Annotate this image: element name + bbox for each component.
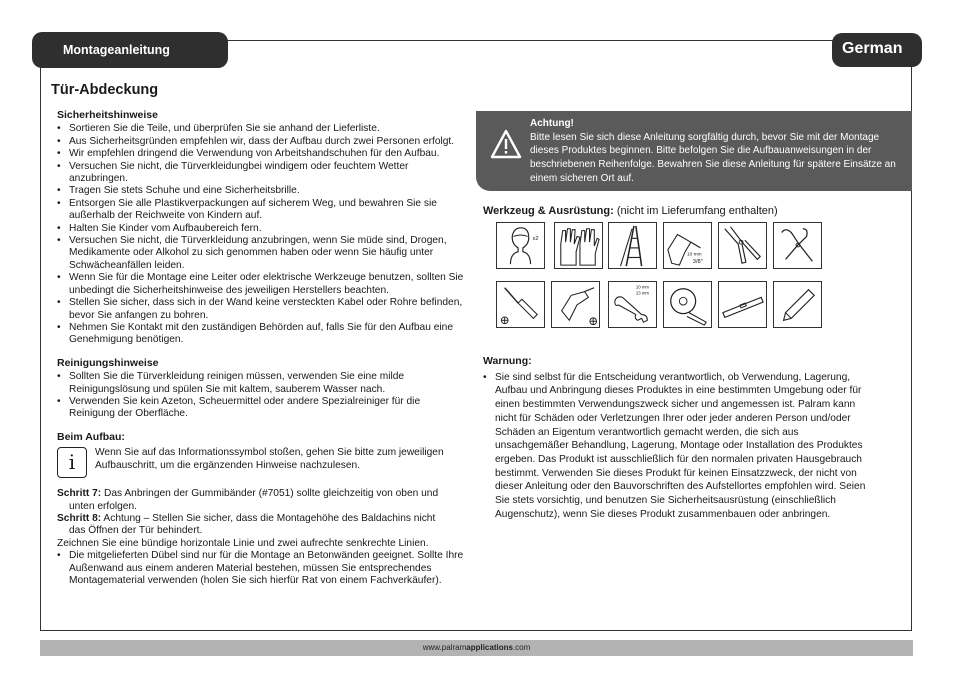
caution-text: Bitte lesen Sie sich diese Anleitung sorgfältig durch, bevor Sie mit der Montage dieses Produktes beginnen. Bitte befolgen Sie die Aufbauanweisungen in der beschriebenen Reihenfolge. Bewahren Sie diese Anleitung für spätere Einsätze an einem sicheren Ort auf. <box>530 131 896 184</box>
tools-heading <box>483 205 778 217</box>
footer <box>40 640 913 656</box>
list-item: • Die mitgelieferten Dübel sind nur für die Montage an Betonwänden geeignet. Sollte Ihre Außenwand aus einem anderen Material bestehen, müssen Sie entsprechendes Montagematerial verwenden (holen Sie sich hierfür Rat von einem Fachverkäufer). <box>57 550 467 587</box>
wrench-size-2: 13 mm <box>635 290 649 296</box>
list-item: • Nehmen Sie Kontakt mit den zuständigen Behörden auf, falls Sie für den Aufbau eine Genehmigung benötigen. <box>57 322 467 347</box>
warning-heading: Warnung: <box>483 355 532 367</box>
step-7-label: Schritt 7: <box>57 488 102 500</box>
person-icon <box>497 223 544 268</box>
footer-suffix: .com <box>512 643 531 652</box>
page-title: Tür-Abdeckung <box>51 82 159 98</box>
tool-person <box>496 222 545 269</box>
tool-pliers <box>718 222 767 269</box>
wrench-icon <box>609 282 656 327</box>
cleaning-list <box>57 371 467 421</box>
list-item: • Sie sind selbst für die Entscheidung verantwortlich, ob Verwendung, Lagerung, Aufbau und Anbringung dieses Produktes in eine bestimmten Umgebung oder für einen bestimmten Verwendungszweck sicher und angemessen ist. Palram kann nicht für Schäden oder Verletzungen Ihrer oder jeder anderen Person und/oder Schäden an Eigentum verantwortlich gemacht werden, die sich aus unsachgemäßer Behandlung, Lagerung, Montage oder Installation des Produktes ergeben. Das Produkt ist ausschließlich für den normalen privaten Hausgebrauch bestimmt. Verwenden Sie dieses Produkt für keinen Einsatzzweck, der nicht von dieser Anleitung oder den Bauvorschriften des Aufstellortes empfohlen wird. Seien Sie stets vorsichtig, und benutzen Sie Sicherheitsausrüstung (einschließlich Augenschutz), wenn Sie dieses Produkt zusammenbauen oder anbringen. <box>483 371 873 522</box>
warning-triangle-icon <box>490 129 522 159</box>
step-8-text: Achtung – Stellen Sie sicher, dass die Montagehöhe des Baldachins nicht <box>101 512 436 524</box>
tape-measure-icon <box>664 282 711 327</box>
list-item: • Versuchen Sie nicht, die Türverkleidung anzubringen, wenn Sie müde sind, Drogen, Medikamente oder Alkohol zu sich genommen haben oder wenn Sie häufig unter Schwächeanfällen leiden. <box>57 235 467 272</box>
list-item: • Aus Sicherheitsgründen empfehlen wir, dass der Aufbau durch zwei Personen erfolgt. <box>57 136 467 148</box>
line-instruction: Zeichnen Sie eine bündige horizontale Linie und zwei aufrechte senkrechte Linien. <box>57 537 429 549</box>
drill-bit-fraction: 3/8" <box>692 259 703 266</box>
footer-prefix: www.palram <box>422 643 467 652</box>
gloves-icon <box>555 223 602 268</box>
warning-section <box>483 355 873 531</box>
footer-bold: applications <box>466 643 513 652</box>
caution-title: Achtung! <box>530 118 574 129</box>
info-note <box>57 447 467 481</box>
list-item: • Sortieren Sie die Teile, und überprüfen Sie sie anhand der Lieferliste. <box>57 123 467 135</box>
pliers-icon <box>719 223 766 268</box>
list-item: • Tragen Sie stets Schuhe und eine Sicherheitsbrille. <box>57 185 467 197</box>
step-8 <box>57 513 467 525</box>
pencil-icon <box>774 282 821 327</box>
step-7-cont: unten erfolgen. <box>69 500 137 512</box>
tool-drill <box>663 222 712 269</box>
drill-icon <box>664 223 711 268</box>
tool-level <box>718 281 767 328</box>
screwdriver-icon <box>497 282 544 327</box>
left-column <box>57 109 467 597</box>
tools-heading-label: Werkzeug & Ausrüstung: <box>483 205 614 217</box>
list-item: • Stellen Sie sicher, dass sich in der Wand keine versteckten Kabel oder Rohre befinden, bevor Sie anfangen zu bohren. <box>57 297 467 322</box>
tools-note: (nicht im Lieferumfang enthalten) <box>613 205 778 217</box>
language-tab: German <box>832 33 922 67</box>
list-item: • Wenn Sie für die Montage eine Leiter oder elektrische Werkzeuge benutzen, sollten Sie unbedingt die Sicherheitshinweise des jeweiligen Herstellers beachten. <box>57 272 467 297</box>
person-count: x2 <box>532 236 539 243</box>
assembly-heading: Beim Aufbau: <box>57 430 125 443</box>
list-item: • Versuchen Sie nicht, die Türverkleidungbei windigem oder feuchtem Wetter anzubringen. <box>57 161 467 186</box>
tool-pencil <box>773 281 822 328</box>
info-icon: i <box>57 447 87 478</box>
step-8-label: Schritt 8: <box>57 512 102 524</box>
tool-ladder <box>608 222 657 269</box>
wrench-size-1: 10 mm <box>635 284 649 290</box>
list-item: • Halten Sie Kinder vom Aufbaubereich fern. <box>57 223 467 235</box>
step-7 <box>57 488 467 500</box>
caution-text-block <box>530 117 905 186</box>
tool-cutter <box>773 222 822 269</box>
caution-box <box>476 111 912 191</box>
tool-gloves <box>554 222 603 269</box>
dowel-list <box>57 550 467 587</box>
safety-list <box>57 123 467 346</box>
list-item: • Sollten Sie die Türverkleidung reinigen müssen, verwenden Sie eine milde Reinigungslösung und spülen Sie mit kaltem, sauberem Wasser nach. <box>57 371 467 396</box>
list-item: • Wir empfehlen dringend die Verwendung von Arbeitshandschuhen für den Aufbau. <box>57 148 467 160</box>
warning-list <box>483 371 873 522</box>
list-item: • Entsorgen Sie alle Plastikverpackungen auf sicherem Weg, und bewahren Sie sie außerhalb der Reichweite von Kindern auf. <box>57 198 467 223</box>
tool-screwdriver <box>496 281 545 328</box>
ladder-icon <box>609 223 656 268</box>
info-text: Wenn Sie auf das Informationssymbol stoßen, gehen Sie bitte zum jeweiligen Aufbauschritt, um die ergänzenden Hinweise nachzulesen. <box>95 447 444 471</box>
electric-screwdriver-icon <box>552 282 599 327</box>
step-7-text: Das Anbringen der Gummibänder (#7051) sollte gleichzeitig von oben und <box>101 488 439 500</box>
tool-electric-screwdriver <box>551 281 600 328</box>
safety-heading: Sicherheitshinweise <box>57 109 158 121</box>
tool-wrench <box>608 281 657 328</box>
tool-tape-measure <box>663 281 712 328</box>
section-tab: Montageanleitung <box>32 32 228 68</box>
level-icon <box>719 282 766 327</box>
cleaning-heading: Reinigungshinweise <box>57 356 159 369</box>
list-item: • Verwenden Sie kein Azeton, Scheuermittel oder andere Spezialreiniger für die Reinigung der Oberfläche. <box>57 396 467 421</box>
wire-cutter-icon <box>774 223 821 268</box>
drill-bit-size: 10 mm <box>687 252 702 258</box>
step-8-cont: das Öffnen der Tür behindert. <box>69 525 203 537</box>
